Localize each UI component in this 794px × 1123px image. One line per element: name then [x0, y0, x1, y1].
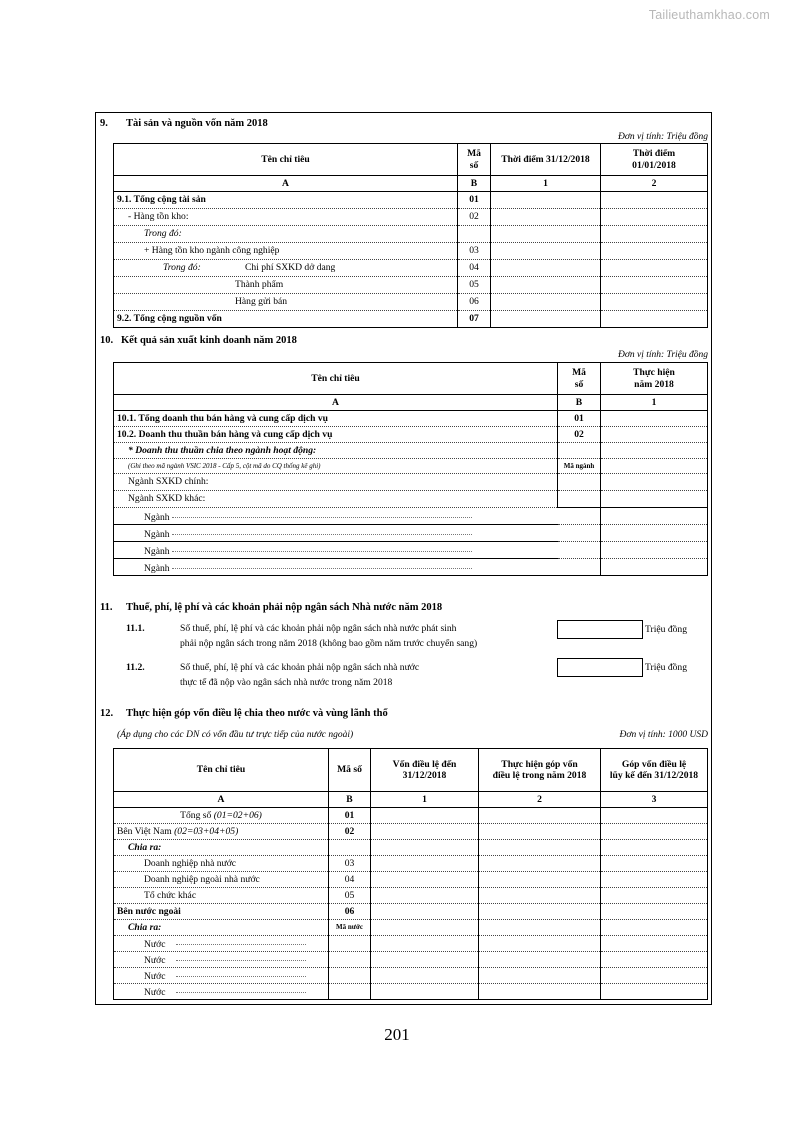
table-header-row: [114, 749, 708, 792]
row-value-col2[interactable]: [601, 311, 708, 328]
row-code: 01: [558, 411, 601, 427]
table-row: [114, 808, 708, 824]
row-label: 10.1. Tổng doanh thu bán hàng và cung cấp dịch vụ: [114, 411, 558, 427]
table-row: [114, 474, 708, 491]
item-11-2-line2: thực tế đã nộp vào ngân sách nhà nước trong năm 2018: [180, 677, 393, 688]
row-value-col3[interactable]: [601, 872, 708, 888]
table-row: [114, 856, 708, 872]
row-value-col1[interactable]: [491, 243, 601, 260]
row-code: 02: [329, 824, 371, 840]
letter-col1: 1: [371, 792, 479, 808]
row-value-col1[interactable]: [371, 952, 479, 968]
row-label: Trong đó:: [114, 226, 458, 243]
row-value-col2[interactable]: [601, 192, 708, 209]
page-number: 201: [384, 1025, 410, 1044]
row-value-col1[interactable]: [371, 824, 479, 840]
row-label: Ngành SXKD khác:: [114, 491, 558, 508]
row-value-col3[interactable]: [601, 904, 708, 920]
row-label-secondary: Hàng gửi bán: [235, 296, 288, 308]
table-row: [114, 508, 708, 525]
item-11-2-value-box[interactable]: [557, 658, 643, 677]
row-value-col3[interactable]: [601, 984, 708, 1000]
table-letter-row: [114, 176, 708, 192]
header-col3-line2: lũy kế đến 31/12/2018: [609, 770, 699, 781]
row-code: 01: [458, 192, 491, 209]
section-12-number: 12.: [100, 708, 114, 719]
row-value-col2[interactable]: [479, 872, 601, 888]
table-row: [114, 840, 708, 856]
section-12-heading: [100, 708, 388, 719]
header-code: [558, 363, 601, 395]
row-label: Ngành: [144, 545, 170, 557]
row-value-col3[interactable]: [601, 824, 708, 840]
section-9-number: 9.: [100, 118, 108, 129]
row-code: 04: [329, 872, 371, 888]
section-9-title: Tài sản và nguồn vốn năm 2018: [126, 118, 268, 129]
header-col2-line2: điều lệ trong năm 2018: [492, 770, 587, 781]
header-col3-line1: Góp vốn điều lệ: [621, 758, 687, 770]
row-label: * Doanh thu thuần chia theo ngành hoạt động:: [114, 443, 558, 459]
fill-in-line[interactable]: [176, 936, 306, 945]
row-label-group: [114, 968, 329, 984]
letter-name: A: [114, 792, 329, 808]
table-charter-capital: [113, 748, 708, 1000]
section-10-unit: Đơn vị tính: Triệu đồng: [617, 350, 708, 360]
table-row: [114, 872, 708, 888]
row-label-secondary: Thành phẩm: [235, 279, 284, 291]
row-value-col3[interactable]: [601, 920, 708, 936]
row-formula: (02=03+04+05): [174, 825, 239, 837]
header-code-line1: Mã: [467, 148, 481, 160]
row-label-group: [114, 277, 458, 294]
row-label: Ngành: [144, 528, 170, 540]
row-value-col3[interactable]: [601, 808, 708, 824]
row-code: 07: [458, 311, 491, 328]
row-label: 9.2. Tổng cộng nguồn vốn: [114, 311, 458, 328]
row-code: 05: [329, 888, 371, 904]
table-row: [114, 888, 708, 904]
row-label: - Hàng tồn kho:: [114, 209, 458, 226]
row-value-col1[interactable]: [491, 260, 601, 277]
header-col1: [371, 749, 479, 792]
table-row: [114, 491, 708, 508]
header-col1-line1: Vốn điều lệ đến: [392, 758, 457, 770]
row-value-col2[interactable]: [601, 226, 708, 243]
header-col1: [601, 363, 708, 395]
table-row: [114, 192, 708, 209]
table-row: [114, 427, 708, 443]
table-business-results: [113, 362, 708, 576]
header-code-line1: Mã: [572, 367, 586, 379]
row-label: Tổng số: [180, 809, 212, 821]
row-code: [458, 226, 491, 243]
row-label: Chia ra:: [114, 840, 329, 856]
letter-col1: 1: [601, 395, 708, 411]
header-col1-line2: năm 2018: [634, 378, 674, 390]
letter-name: A: [114, 395, 558, 411]
row-code[interactable]: [329, 968, 371, 984]
letter-code: B: [329, 792, 371, 808]
table-row: [114, 411, 708, 427]
row-value-col1[interactable]: [371, 872, 479, 888]
row-value-col2[interactable]: [479, 952, 601, 968]
header-col1-line1: Thực hiện: [633, 367, 675, 379]
table-row: [114, 277, 708, 294]
row-value-col2[interactable]: [479, 904, 601, 920]
row-code: 06: [329, 904, 371, 920]
header-col2: [479, 749, 601, 792]
table-row: [114, 824, 708, 840]
item-11-1-value-box[interactable]: [557, 620, 643, 639]
row-value-col2[interactable]: [601, 260, 708, 277]
letter-name: A: [114, 176, 458, 192]
section-9-unit: Đơn vị tính: Triệu đồng: [617, 132, 708, 142]
header-code: [458, 144, 491, 176]
row-value-col1[interactable]: [371, 920, 479, 936]
row-value-col3[interactable]: [601, 952, 708, 968]
row-value-col2[interactable]: [479, 984, 601, 1000]
row-value-col3[interactable]: [601, 936, 708, 952]
row-value-col1[interactable]: [601, 459, 708, 474]
row-value-col1[interactable]: [371, 808, 479, 824]
item-11-2-line1: Số thuế, phí, lệ phí và các khoản phải nộp ngân sách nhà nước: [180, 662, 420, 673]
row-code: 06: [458, 294, 491, 311]
header-col1: Thời điểm 31/12/2018: [491, 144, 601, 176]
row-value-col1[interactable]: [491, 226, 601, 243]
row-value-col1[interactable]: [601, 411, 708, 427]
table-row: [114, 542, 708, 559]
row-label-group: [114, 984, 329, 1000]
row-value-col3[interactable]: [601, 968, 708, 984]
row-code[interactable]: [558, 508, 601, 525]
section-11-heading: [100, 602, 442, 613]
row-value-col2[interactable]: [479, 840, 601, 856]
letter-code: B: [458, 176, 491, 192]
row-value-col1[interactable]: [601, 542, 708, 559]
header-name: Tên chỉ tiêu: [114, 749, 329, 792]
section-12-title: Thực hiện góp vốn điều lệ chia theo nước và vùng lãnh thổ: [126, 708, 388, 719]
row-label: Nước: [144, 971, 166, 983]
fill-in-line[interactable]: [172, 526, 472, 535]
section-10-title: Kết quả sản xuất kinh doanh năm 2018: [121, 335, 297, 346]
row-code: 02: [458, 209, 491, 226]
row-label-secondary: Chi phí SXKD dở dang: [245, 262, 336, 274]
row-note: (Ghi theo mã ngành VSIC 2018 - Cấp 5, cột mã do CQ thống kê ghi): [114, 459, 558, 474]
table-row: [114, 968, 708, 984]
header-code: Mã số: [329, 749, 371, 792]
section-12-subnote: (Áp dụng cho các DN có vốn đầu tư trực tiếp của nước ngoài): [117, 730, 354, 740]
row-label-group: [114, 559, 558, 576]
section-9-heading: [100, 118, 268, 129]
row-value-col1[interactable]: [491, 277, 601, 294]
row-value-col1[interactable]: [371, 888, 479, 904]
row-code: 03: [458, 243, 491, 260]
row-value-col2[interactable]: [601, 294, 708, 311]
item-11-1-line1: Số thuế, phí, lệ phí và các khoản phải nộp ngân sách nhà nước phát sinh: [180, 623, 457, 634]
row-value-col1[interactable]: [491, 311, 601, 328]
item-11-2-unit: Triệu đồng: [645, 662, 688, 673]
table-row: [114, 226, 708, 243]
header-col3: [601, 749, 708, 792]
row-code[interactable]: [558, 474, 601, 491]
row-value-col2[interactable]: [601, 277, 708, 294]
row-code: 03: [329, 856, 371, 872]
fill-in-line[interactable]: [176, 984, 306, 993]
table-row: [114, 936, 708, 952]
row-label: Doanh nghiệp nhà nước: [114, 856, 329, 872]
header-code-line2: số: [469, 159, 479, 171]
row-label: Nước: [144, 939, 166, 951]
row-code[interactable]: [329, 936, 371, 952]
header-name: Tên chỉ tiêu: [114, 363, 558, 395]
section-12-unit: Đơn vị tính: 1000 USD: [619, 730, 708, 740]
row-label-group: [114, 808, 329, 824]
row-label-group: [114, 824, 329, 840]
section-11-number: 11.: [100, 602, 113, 613]
row-label: 9.1. Tổng cộng tài sản: [114, 192, 458, 209]
letter-col3: 3: [601, 792, 708, 808]
row-code: 04: [458, 260, 491, 277]
row-value-col1[interactable]: [491, 209, 601, 226]
row-code-label: Mã nước: [329, 920, 371, 936]
row-label: Nước: [144, 987, 166, 999]
letter-col2: 2: [601, 176, 708, 192]
row-label-group: [114, 936, 329, 952]
row-label: Ngành SXKD chính:: [114, 474, 558, 491]
row-code-label: Mã ngành: [558, 459, 601, 474]
letter-col1: 1: [491, 176, 601, 192]
row-label: Doanh nghiệp ngoài nhà nước: [114, 872, 329, 888]
header-col2-line2: 01/01/2018: [632, 159, 676, 171]
row-code: 05: [458, 277, 491, 294]
row-value-col2[interactable]: [479, 808, 601, 824]
row-label: 10.2. Doanh thu thuần bán hàng và cung cấp dịch vụ: [114, 427, 558, 443]
table-row: [114, 525, 708, 542]
row-value-col2[interactable]: [479, 824, 601, 840]
row-value-col2[interactable]: [601, 243, 708, 260]
row-label: Nước: [144, 955, 166, 967]
letter-col2: 2: [479, 792, 601, 808]
fill-in-line[interactable]: [176, 952, 306, 961]
table-row: [114, 243, 708, 260]
row-value-col1[interactable]: [601, 508, 708, 525]
row-label-group: [114, 525, 558, 542]
table-row: [114, 294, 708, 311]
row-formula: (01=02+06): [213, 809, 262, 821]
header-col1-line2: 31/12/2018: [402, 770, 447, 781]
item-11-1-unit: Triệu đồng: [645, 624, 688, 635]
table-header-row: [114, 363, 708, 395]
row-value-col1[interactable]: [371, 840, 479, 856]
table-letter-row: [114, 792, 708, 808]
row-label: + Hàng tồn kho ngành công nghiệp: [114, 243, 458, 260]
header-code-line2: số: [574, 378, 584, 390]
row-code: [329, 840, 371, 856]
table-assets-capital: [113, 143, 708, 328]
table-row: [114, 984, 708, 1000]
letter-code: B: [558, 395, 601, 411]
table-row: [114, 459, 708, 474]
table-row: [114, 443, 708, 459]
row-value-col3[interactable]: [601, 888, 708, 904]
row-code: [558, 443, 601, 459]
row-label-group: [114, 542, 558, 559]
row-label: Ngành: [144, 511, 170, 523]
row-value-col3[interactable]: [601, 840, 708, 856]
fill-in-line[interactable]: [176, 968, 306, 977]
table-row: [114, 952, 708, 968]
table-row: [114, 920, 708, 936]
item-11-2-number: 11.2.: [126, 662, 145, 673]
row-value-col2[interactable]: [479, 920, 601, 936]
row-value-col2[interactable]: [479, 968, 601, 984]
row-value-col1[interactable]: [601, 491, 708, 508]
row-code[interactable]: [558, 525, 601, 542]
row-label: Chia ra:: [114, 920, 329, 936]
row-value-col1[interactable]: [371, 936, 479, 952]
table-letter-row: [114, 395, 708, 411]
row-value-col1[interactable]: [601, 525, 708, 542]
item-11-1-line2: phải nộp ngân sách trong năm 2018 (không bao gồm năm trước chuyển sang): [180, 638, 478, 649]
row-label-group: [114, 952, 329, 968]
row-value-col1[interactable]: [371, 984, 479, 1000]
row-value-col2[interactable]: [479, 856, 601, 872]
section-10-number: 10.: [100, 335, 114, 346]
row-code[interactable]: [329, 984, 371, 1000]
row-value-col1[interactable]: [601, 474, 708, 491]
row-label: Bên nước ngoài: [114, 904, 329, 920]
row-value-col1[interactable]: [371, 968, 479, 984]
fill-in-line[interactable]: [172, 560, 472, 569]
table-header-row: [114, 144, 708, 176]
fill-in-line[interactable]: [172, 509, 472, 518]
row-code[interactable]: [329, 952, 371, 968]
row-value-col3[interactable]: [601, 856, 708, 872]
table-row: [114, 904, 708, 920]
row-label: Tổ chức khác: [114, 888, 329, 904]
row-label-group: [114, 508, 558, 525]
row-value-col1[interactable]: [371, 904, 479, 920]
table-row: [114, 209, 708, 226]
row-value-col1[interactable]: [601, 559, 708, 576]
row-label: Ngành: [144, 562, 170, 574]
watermark-text: Tailieuthamkhao.com: [648, 8, 770, 22]
table-row: [114, 311, 708, 328]
row-label-group: [114, 260, 458, 277]
row-code[interactable]: [558, 542, 601, 559]
row-code[interactable]: [558, 491, 601, 508]
row-value-col1[interactable]: [491, 192, 601, 209]
row-value-col1[interactable]: [491, 294, 601, 311]
table-row: [114, 559, 708, 576]
row-label: Bên Việt Nam: [117, 825, 172, 837]
item-11-1-number: 11.1.: [126, 623, 145, 634]
row-code[interactable]: [558, 559, 601, 576]
row-value-col1[interactable]: [601, 427, 708, 443]
row-value-col1[interactable]: [371, 856, 479, 872]
row-value-col2[interactable]: [479, 936, 601, 952]
row-value-col2[interactable]: [601, 209, 708, 226]
header-col2-line1: Thực hiện góp vốn: [501, 758, 578, 770]
row-value-col2[interactable]: [479, 888, 601, 904]
row-code: 02: [558, 427, 601, 443]
fill-in-line[interactable]: [172, 543, 472, 552]
row-label: Trong đó:: [163, 262, 201, 274]
header-name: Tên chỉ tiêu: [114, 144, 458, 176]
row-label-group: [114, 294, 458, 311]
section-10-heading: [100, 335, 297, 346]
row-code: 01: [329, 808, 371, 824]
section-11-title: Thuế, phí, lệ phí và các khoản phải nộp ngân sách Nhà nước năm 2018: [126, 602, 443, 613]
row-value-col1[interactable]: [601, 443, 708, 459]
header-col2: [601, 144, 708, 176]
header-col2-line1: Thời điểm: [632, 148, 676, 160]
table-row: [114, 260, 708, 277]
